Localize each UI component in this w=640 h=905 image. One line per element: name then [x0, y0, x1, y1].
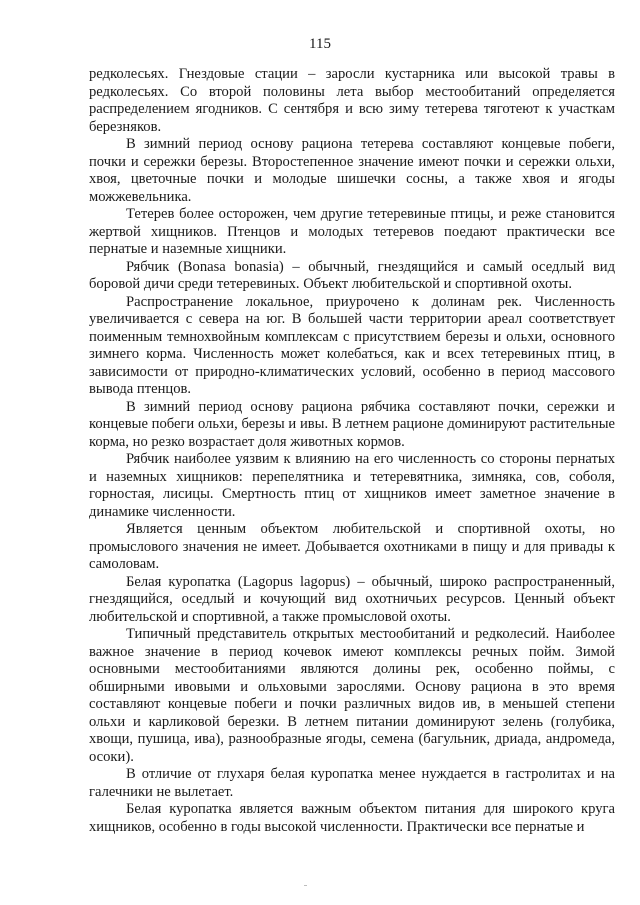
paragraph-hazel-grouse-diet: В зимний период основу рациона рябчика составляют почки, сережки и концевые побеги ольхи, березы и ивы. В летнем рационе доминируют растительные корма, но резко возрастает доля животных кормов. [89, 398, 615, 450]
paragraph-willow-ptarmigan-predators: Белая куропатка является важным объектом питания для широкого круга хищников, особенно в годы высокой численности. Практически все пернатые и [89, 801, 615, 835]
paragraph-hazel-grouse-distribution: Распространение локальное, приурочено к долинам рек. Численность увеличивается с севера на юг. В большей части территории ареал соответствует поименным темнохвойным комплексам с присутствием березы и ольхи, основного зимнего корма. Численность может колебаться, как и всех тетеревиных птиц, в зависимости от природно-климатических условий, особенно в период массового вывода птенцов. [89, 293, 615, 397]
paragraph-hazel-grouse-intro: Рябчик (Bonasa bonasia) – обычный, гнездящийся и самый оседлый вид боровой дичи среди тетеревиных. Объект любительской и спортивной охоты. [89, 258, 615, 292]
paragraph-hazel-grouse-predators: Рябчик наиболее уязвим к влиянию на его численность со стороны пернатых и наземных хищников: перепелятника и тетеревятника, зимняка, сов, соболя, горностая, лисицы. Смертность птиц от хищников имеет заметное значение в динамике численности. [89, 451, 615, 520]
paragraph-black-grouse-winter-diet: В зимний период основу рациона тетерева составляют концевые побеги, почки и сережки березы. Второстепенное значение имеют почки и сережки ольхи, хвоя, цветочные почки и молодые шишечки сосны, а также хвоя и ягоды можжевельника. [89, 136, 615, 205]
scan-mark [304, 885, 307, 886]
paragraph-willow-ptarmigan-habitat: Типичный представитель открытых местообитаний и редколесий. Наиболее важное значение в период кочевок имеют комплексы речных пойм. Зимой основными местообитаниями являются долины рек, особенно поймы, с обширными ивовыми и ольховыми зарослями. Основу рациона в это время составляют концевые побеги и почки различных видов ив, в меньшей степени ольхи и карликовой березки. В летнем питании доминируют зелень (голубика, хвощи, пушица, ива), разнообразные ягоды, семена (багульник, дриада, андромеда, осоки). [89, 626, 615, 765]
body-text [89, 66, 615, 836]
paragraph-continuation: редколесьях. Гнездовые стации – заросли кустарника или высокой травы в редколесьях. Со второй половины лета выбор местообитаний определяется распределением ягодников. С сентября и всю зиму тетерева тяготеют к участкам березняков. [89, 66, 615, 135]
paragraph-black-grouse-predators: Тетерев более осторожен, чем другие тетеревиные птицы, и реже становится жертвой хищников. Птенцов и молодых тетеревов поедают практически все пернатые и наземные хищники. [89, 206, 615, 257]
page-number: 115 [309, 36, 331, 52]
paragraph-willow-ptarmigan-gastroliths: В отличие от глухаря белая куропатка менее нуждается в гастролитах и на галечники не вылетает. [89, 766, 615, 800]
paragraph-willow-ptarmigan-intro: Белая куропатка (Lagopus lagopus) – обычный, широко распространенный, гнездящийся, оседлый и кочующий вид охотничьих ресурсов. Ценный объект любительской и спортивной, а также промысловой охоты. [89, 573, 615, 625]
paragraph-hazel-grouse-hunting: Является ценным объектом любительской и спортивной охоты, но промыслового значения не имеет. Добывается охотниками в пищу и для привады к самоловам. [89, 521, 615, 572]
